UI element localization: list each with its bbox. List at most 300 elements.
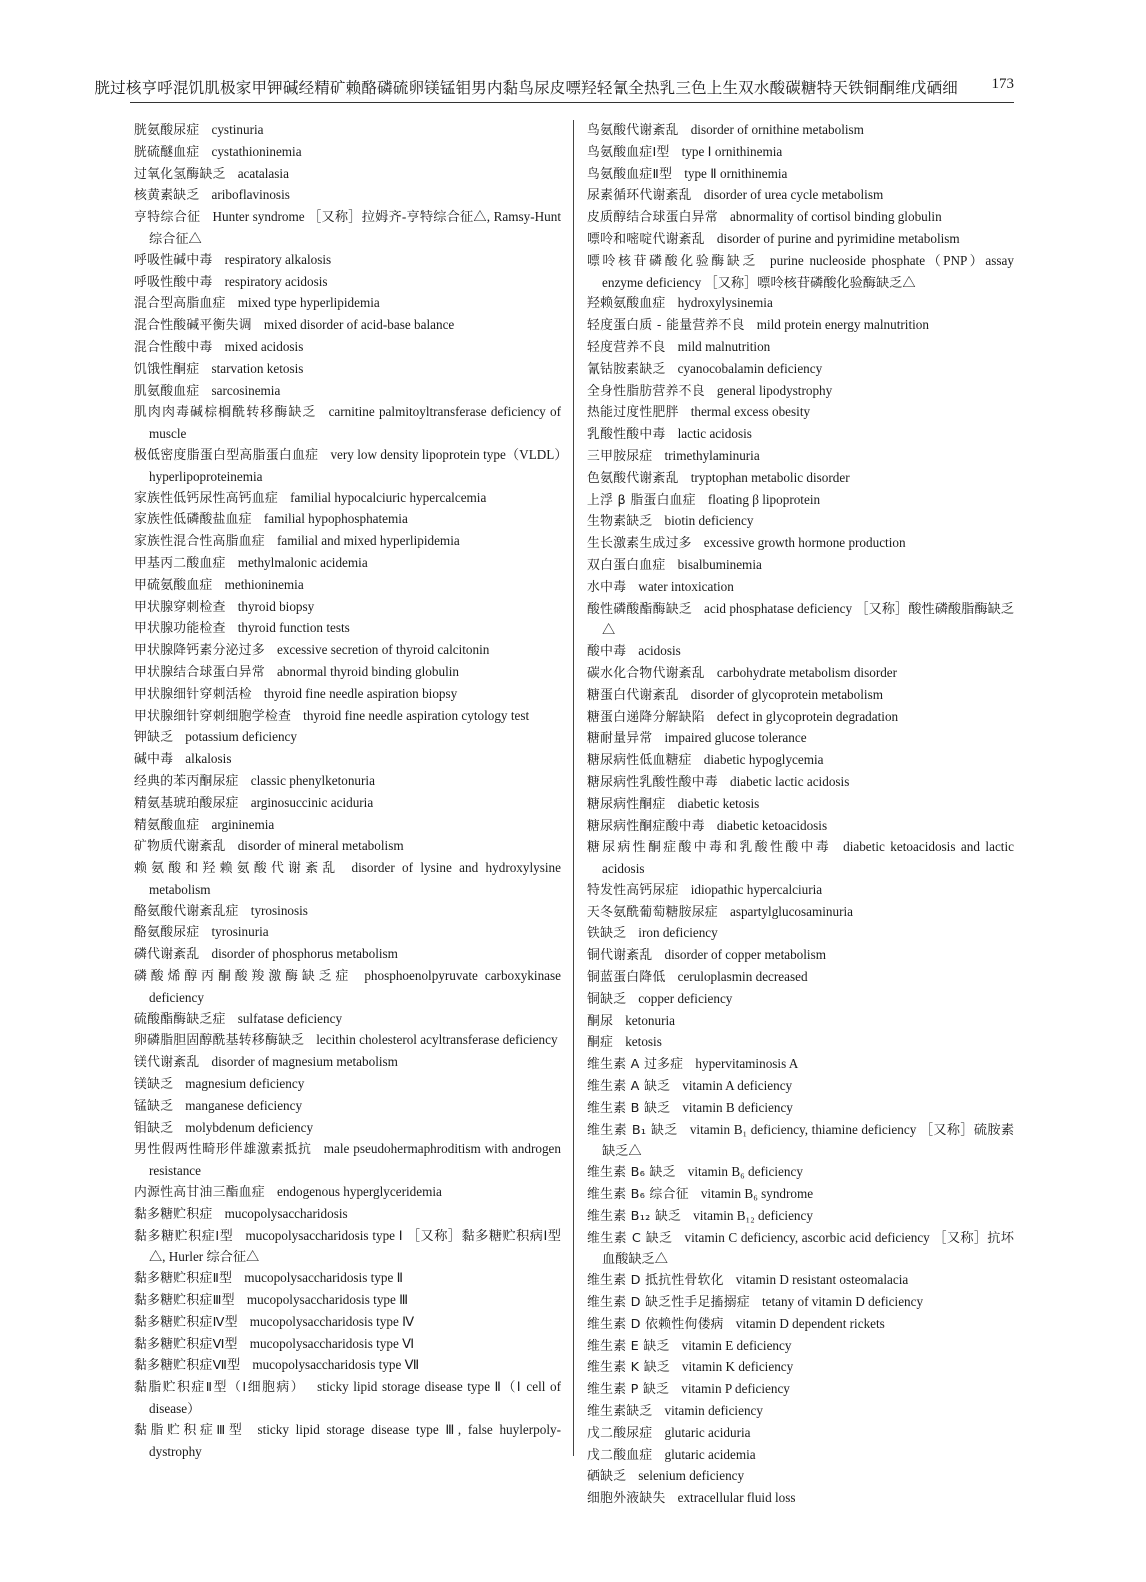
- glossary-entry: [587, 685, 1014, 707]
- term-english: glutaric acidemia: [664, 1446, 756, 1462]
- glossary-entry: [134, 185, 561, 207]
- term-english: mucopolysaccharidosis type Ⅱ: [244, 1270, 404, 1286]
- glossary-entry: [134, 1204, 561, 1226]
- term-english: diabetic hypoglycemia: [703, 752, 824, 768]
- term-chinese: 维生素 B₆ 综合征: [587, 1187, 689, 1203]
- term-chinese: 色氨酸代谢紊乱: [587, 470, 679, 486]
- left-column: [134, 120, 561, 1462]
- term-english: phosphoenolpyruvate carboxykinase deficiency: [149, 968, 562, 1005]
- term-english: endogenous hyperglyceridemia: [276, 1184, 442, 1200]
- term-english: thyroid fine needle aspiration cytology test: [303, 707, 530, 723]
- term-chinese: 细胞外液缺失: [587, 1491, 666, 1507]
- glossary-entry: [134, 1096, 561, 1118]
- term-chinese: 特发性高钙尿症: [587, 882, 679, 898]
- term-english: sticky lipid storage disease type Ⅲ, false huylerpoly-dystrophy: [149, 1421, 561, 1459]
- term-chinese: 全身性脂肪营养不良: [587, 383, 705, 399]
- glossary-entry: [587, 533, 1014, 555]
- term-chinese: 家族性低磷酸盐血症: [134, 512, 252, 528]
- term-english: mucopolysaccharidosis type Ⅳ: [249, 1313, 415, 1329]
- glossary-entry: [134, 793, 561, 815]
- term-chinese: 维生素 A 过多症: [587, 1057, 684, 1073]
- term-english: ketosis: [625, 1034, 662, 1050]
- term-chinese: 氰钴胺素缺乏: [587, 361, 666, 377]
- term-english: molybdenum deficiency: [185, 1119, 314, 1135]
- glossary-entry: [587, 1032, 1014, 1054]
- glossary-entry: [134, 142, 561, 164]
- term-chinese: 铜代谢紊乱: [587, 948, 653, 964]
- term-chinese: 赖氨酸和羟赖氨酸代谢紊乱: [134, 861, 340, 877]
- term-english: arginosuccinic aciduria: [250, 794, 374, 810]
- glossary-entry: [587, 337, 1014, 359]
- term-chinese: 轻度蛋白质 - 能量营养不良: [587, 318, 745, 334]
- term-chinese: 锰缺乏: [134, 1098, 174, 1114]
- term-english: disorder of mineral metabolism: [237, 838, 404, 854]
- term-english: vitamin K deficiency: [681, 1359, 794, 1375]
- term-english: acidosis: [638, 643, 681, 659]
- term-chinese: 糖蛋白递降分解缺陷: [587, 709, 705, 725]
- term-english: familial and mixed hyperlipidemia: [276, 533, 460, 549]
- glossary-entry: [134, 359, 561, 381]
- term-english: type Ⅰ ornithinemia: [681, 143, 783, 159]
- header-title: 胱过核亨呼混饥肌极家甲钾碱经精矿赖酪磷硫卵镁锰钼男内黏鸟尿皮嘌羟轻氰全热乳三色上生双水酸碳糖特天铁铜酮维戊硒细: [94, 79, 958, 97]
- glossary-entry: [587, 1184, 1014, 1206]
- term-english: vitamin B₆ deficiency: [687, 1164, 803, 1180]
- term-english: vitamin C deficiency, ascorbic acid deficiency ［又称］抗坏血酸缺乏△: [602, 1229, 1014, 1267]
- term-english: impaired glucose tolerance: [664, 730, 807, 746]
- glossary-entry: [134, 315, 561, 337]
- term-english: mild protein energy malnutrition: [756, 317, 929, 333]
- term-english: thyroid fine needle aspiration biopsy: [263, 685, 458, 701]
- term-english: thyroid biopsy: [237, 598, 315, 614]
- term-chinese: 核黄素缺乏: [134, 188, 200, 204]
- term-chinese: 钼缺乏: [134, 1120, 174, 1136]
- term-english: sticky lipid storage disease type Ⅱ（Ⅰ cell of disease）: [149, 1379, 561, 1417]
- term-chinese: 亨特综合征: [134, 210, 201, 226]
- term-chinese: 甲基丙二酸血症: [134, 555, 226, 571]
- term-chinese: 胱硫醚血症: [134, 144, 200, 160]
- term-chinese: 肌氨酸血症: [134, 383, 200, 399]
- glossary-entry: [587, 1466, 1014, 1488]
- glossary-entry: [134, 1052, 561, 1074]
- term-chinese: 磷代谢紊乱: [134, 947, 200, 963]
- term-chinese: 呼吸性碱中毒: [134, 252, 213, 268]
- term-chinese: 酸中毒: [587, 644, 627, 660]
- glossary-entry: [134, 337, 561, 359]
- term-english: tetany of vitamin D deficiency: [761, 1294, 924, 1310]
- term-chinese: 精氨酸血症: [134, 817, 200, 833]
- glossary-entry: [587, 1228, 1014, 1271]
- term-chinese: 生物素缺乏: [587, 514, 653, 530]
- term-chinese: 胱氨酸尿症: [134, 123, 200, 138]
- term-chinese: 铜蓝蛋白降低: [587, 970, 666, 986]
- term-chinese: 家族性混合性高脂血症: [134, 534, 265, 550]
- term-english: ariboflavinosis: [211, 187, 290, 203]
- term-english: respiratory alkalosis: [224, 251, 332, 267]
- term-english: selenium deficiency: [638, 1468, 745, 1484]
- term-chinese: 糖尿病性乳酸性酸中毒: [587, 774, 718, 790]
- term-english: male pseudohermaphroditism with androgen resistance: [149, 1141, 561, 1179]
- term-english: excessive growth hormone production: [703, 535, 906, 551]
- glossary-entry: [134, 1420, 561, 1463]
- term-english: acid phosphatase deficiency ［又称］酸性磷酸脂酶缺乏△: [602, 600, 1014, 638]
- term-chinese: 维生素 A 缺乏: [587, 1079, 671, 1095]
- term-english: diabetic ketoacidosis and lactic acidosis: [602, 839, 1014, 877]
- glossary-entry: [134, 597, 561, 619]
- term-chinese: 维生素 B₁₂ 缺乏: [587, 1208, 682, 1224]
- term-chinese: 铜缺乏: [587, 991, 627, 1007]
- glossary-entry: [134, 553, 561, 575]
- glossary-entry: [587, 707, 1014, 729]
- glossary-entry: [587, 1357, 1014, 1379]
- glossary-entry: [587, 902, 1014, 924]
- glossary-entry: [134, 684, 561, 706]
- term-chinese: 嘌呤核苷磷酸化验酶缺乏: [587, 253, 759, 269]
- term-chinese: 甲状腺穿刺检查: [134, 599, 226, 615]
- glossary-entry: [587, 1098, 1014, 1120]
- term-chinese: 卵磷脂胆固醇酰基转移酶缺乏: [134, 1033, 305, 1049]
- term-english: mild malnutrition: [677, 338, 771, 354]
- term-chinese: 维生素 D 抵抗性骨软化: [587, 1273, 724, 1289]
- term-english: lecithin cholesterol acyltransferase deficiency: [316, 1032, 558, 1048]
- right-column: [587, 120, 1014, 1510]
- glossary-entry: [134, 1377, 561, 1420]
- glossary-entry: [587, 293, 1014, 315]
- term-english: mixed disorder of acid-base balance: [263, 317, 455, 333]
- glossary-entry: [587, 945, 1014, 967]
- term-chinese: 硫酸酯酶缺乏症: [134, 1011, 226, 1027]
- term-english: cystinuria: [211, 122, 264, 137]
- term-english: lactic acidosis: [677, 426, 752, 442]
- term-chinese: 甲状腺结合球蛋白异常: [134, 664, 265, 680]
- term-english: mucopolysaccharidosis type Ⅵ: [249, 1335, 415, 1351]
- term-chinese: 磷酸烯醇丙酮酸羧激酶缺乏症: [134, 969, 353, 985]
- term-chinese: 维生素缺乏: [587, 1404, 653, 1420]
- term-english: manganese deficiency: [185, 1097, 303, 1113]
- glossary-entry: [587, 142, 1014, 164]
- glossary-entry: [587, 599, 1014, 642]
- term-english: starvation ketosis: [211, 360, 304, 376]
- term-chinese: 维生素 P 缺乏: [587, 1382, 670, 1398]
- glossary-entry: [587, 923, 1014, 945]
- term-chinese: 甲状腺降钙素分泌过多: [134, 643, 265, 659]
- term-english: vitamin E deficiency: [681, 1337, 792, 1353]
- header-rule: [130, 102, 1014, 103]
- term-chinese: 鸟氨酸血症Ⅰ型: [587, 144, 670, 160]
- glossary-entry: [134, 250, 561, 272]
- term-chinese: 鸟氨酸代谢紊乱: [587, 123, 679, 138]
- term-chinese: 硒缺乏: [587, 1469, 627, 1485]
- glossary-entry: [134, 575, 561, 597]
- term-chinese: 极低密度脂蛋白型高脂蛋白血症: [134, 447, 319, 463]
- glossary-entry: [587, 1162, 1014, 1184]
- term-chinese: 肌肉肉毒碱棕榈酰转移酶缺乏: [134, 405, 317, 421]
- term-chinese: 黏多糖贮积症Ⅶ型: [134, 1358, 241, 1374]
- term-chinese: 镁代谢紊乱: [134, 1055, 200, 1071]
- term-chinese: 酪氨酸尿症: [134, 925, 200, 941]
- term-chinese: 维生素 C 缺乏: [587, 1230, 673, 1246]
- term-chinese: 饥饿性酮症: [134, 361, 200, 377]
- term-english: biotin deficiency: [664, 513, 754, 529]
- term-chinese: 酸性磷酸酯酶缺乏: [587, 601, 693, 617]
- term-chinese: 皮质醇结合球蛋白异常: [587, 210, 718, 226]
- term-english: iron deficiency: [638, 925, 718, 941]
- glossary-entry: [134, 858, 561, 901]
- glossary-entry: [134, 488, 561, 510]
- glossary-entry: [134, 381, 561, 403]
- glossary-entry: [134, 1355, 561, 1377]
- term-chinese: 黏多糖贮积症Ⅵ型: [134, 1336, 238, 1352]
- term-english: vitamin D resistant osteomalacia: [735, 1272, 909, 1288]
- term-chinese: 甲状腺功能检查: [134, 621, 226, 637]
- term-chinese: 鸟氨酸血症Ⅱ型: [587, 166, 673, 182]
- glossary-entry: [587, 402, 1014, 424]
- glossary-entry: [587, 1206, 1014, 1228]
- term-chinese: 酮尿: [587, 1013, 614, 1029]
- term-chinese: 维生素 B 缺乏: [587, 1100, 671, 1116]
- term-english: copper deficiency: [638, 990, 733, 1006]
- glossary-entry: [134, 706, 561, 728]
- term-english: diabetic ketosis: [677, 795, 760, 811]
- term-english: mixed acidosis: [224, 338, 304, 354]
- glossary-entry: [587, 490, 1014, 512]
- glossary-entry: [587, 1011, 1014, 1033]
- glossary-entry: [587, 989, 1014, 1011]
- glossary-entry: [587, 577, 1014, 599]
- term-english: floating β lipoprotein: [707, 491, 821, 507]
- term-english: glutaric aciduria: [664, 1424, 751, 1440]
- term-chinese: 维生素 D 依赖性佝偻病: [587, 1316, 724, 1332]
- term-chinese: 维生素 K 缺乏: [587, 1360, 670, 1376]
- term-english: carbohydrate metabolism disorder: [716, 664, 898, 680]
- glossary-entry: [587, 1054, 1014, 1076]
- term-english: cyanocobalamin deficiency: [677, 360, 823, 376]
- running-header: [94, 72, 1014, 104]
- term-chinese: 碱中毒: [134, 752, 174, 768]
- glossary-entry: [587, 185, 1014, 207]
- glossary-entry: [587, 1292, 1014, 1314]
- glossary-entry: [134, 509, 561, 531]
- term-english: diabetic ketoacidosis: [716, 817, 828, 833]
- glossary-entry: [134, 164, 561, 186]
- term-english: acatalasia: [237, 165, 289, 181]
- glossary-entry: [134, 1118, 561, 1140]
- term-english: respiratory acidosis: [224, 273, 328, 289]
- glossary-entry: [587, 837, 1014, 880]
- glossary-entry: [134, 1290, 561, 1312]
- term-english: vitamin deficiency: [664, 1403, 763, 1419]
- term-english: tyrosinosis: [250, 902, 308, 918]
- term-english: sulfatase deficiency: [237, 1010, 343, 1026]
- term-chinese: 生长激素生成过多: [587, 536, 692, 552]
- term-english: argininemia: [211, 816, 275, 832]
- term-english: familial hypocalciuric hypercalcemia: [290, 489, 487, 505]
- glossary-entry: [587, 1423, 1014, 1445]
- term-chinese: 戊二酸尿症: [587, 1425, 653, 1441]
- term-english: water intoxication: [638, 578, 734, 594]
- glossary-entry: [134, 1312, 561, 1334]
- term-english: mucopolysaccharidosis type Ⅰ ［又称］黏多糖贮积病Ⅰ型△, Hurler 综合征△: [149, 1227, 561, 1265]
- term-english: thyroid function tests: [237, 620, 350, 636]
- glossary-entry: [134, 771, 561, 793]
- glossary-entry: [134, 1030, 561, 1052]
- glossary-entry: [134, 640, 561, 662]
- term-chinese: 维生素 B₁ 缺乏: [587, 1122, 678, 1138]
- glossary-entry: [134, 944, 561, 966]
- term-chinese: 乳酸性酸中毒: [587, 427, 666, 443]
- glossary-entry: [587, 446, 1014, 468]
- term-english: extracellular fluid loss: [677, 1490, 796, 1506]
- term-english: trimethylaminuria: [664, 447, 760, 463]
- term-english: ceruloplasmin decreased: [677, 969, 808, 985]
- glossary-entry: [587, 315, 1014, 337]
- term-chinese: 镁缺乏: [134, 1077, 174, 1093]
- glossary-entry: [587, 207, 1014, 229]
- glossary-entry: [134, 815, 561, 837]
- glossary-entry: [587, 164, 1014, 186]
- term-chinese: 黏脂贮积症Ⅲ型: [134, 1422, 246, 1438]
- glossary-entry: [587, 1445, 1014, 1467]
- term-english: tyrosinuria: [211, 924, 269, 940]
- term-english: mucopolysaccharidosis: [224, 1205, 348, 1221]
- glossary-entry: [134, 966, 561, 1009]
- term-english: familial hypophosphatemia: [263, 511, 408, 527]
- glossary-entry: [134, 272, 561, 294]
- glossary-entry: [587, 967, 1014, 989]
- glossary-entry: [134, 1139, 561, 1182]
- term-english: idiopathic hypercalciuria: [690, 881, 823, 897]
- term-english: methylmalonic acidemia: [237, 554, 368, 570]
- glossary-entry: [134, 1334, 561, 1356]
- term-chinese: 黏多糖贮积症: [134, 1206, 213, 1222]
- term-english: vitamin B₆ syndrome: [700, 1186, 814, 1202]
- term-chinese: 糖尿病性酮症: [587, 796, 666, 812]
- term-chinese: 内源性高甘油三酯血症: [134, 1185, 265, 1201]
- term-chinese: 糖尿病性酮症酸中毒: [587, 818, 705, 834]
- term-english: Hunter syndrome ［又称］拉姆齐-亨特综合征△, Ramsy-Hunt 综合征△: [149, 209, 561, 246]
- term-english: hypervitaminosis A: [695, 1056, 799, 1072]
- glossary-entry: [134, 727, 561, 749]
- term-chinese: 水中毒: [587, 579, 627, 595]
- term-english: bisalbuminemia: [677, 556, 762, 572]
- term-chinese: 嘌呤和嘧啶代谢紊乱: [587, 231, 705, 247]
- term-chinese: 混合性酸中毒: [134, 339, 213, 355]
- glossary-entry: [587, 772, 1014, 794]
- glossary-entry: [587, 1488, 1014, 1510]
- glossary-entry: [587, 1336, 1014, 1358]
- term-english: alkalosis: [185, 751, 232, 767]
- glossary-entry: [587, 816, 1014, 838]
- glossary-entry: [587, 1314, 1014, 1336]
- term-chinese: 呼吸性酸中毒: [134, 274, 213, 290]
- glossary-entry: [134, 402, 561, 445]
- term-chinese: 热能过度性肥胖: [587, 405, 679, 421]
- term-chinese: 黏脂贮积症Ⅱ型（Ⅰ细胞病）: [134, 1380, 306, 1396]
- glossary-entry: [587, 1120, 1014, 1163]
- term-chinese: 铁缺乏: [587, 926, 627, 942]
- term-english: disorder of copper metabolism: [664, 947, 826, 963]
- glossary-entry: [587, 728, 1014, 750]
- term-english: disorder of magnesium metabolism: [211, 1054, 398, 1070]
- term-english: general lipodystrophy: [716, 382, 833, 398]
- term-chinese: 经典的苯丙酮尿症: [134, 773, 239, 789]
- term-chinese: 酪氨酸代谢紊乱症: [134, 903, 239, 919]
- glossary-entry: [134, 1009, 561, 1031]
- glossary-entry: [134, 1182, 561, 1204]
- glossary-entry: [587, 381, 1014, 403]
- glossary-entry: [134, 293, 561, 315]
- glossary-entry: [134, 749, 561, 771]
- term-chinese: 矿物质代谢紊乱: [134, 839, 226, 855]
- glossary-entry: [587, 468, 1014, 490]
- term-chinese: 糖尿病性低血糖症: [587, 753, 692, 769]
- term-english: disorder of ornithine metabolism: [690, 122, 864, 137]
- glossary-entry: [134, 922, 561, 944]
- term-english: vitamin P deficiency: [681, 1381, 790, 1397]
- term-chinese: 黏多糖贮积症Ⅱ型: [134, 1271, 233, 1287]
- term-english: magnesium deficiency: [185, 1076, 305, 1092]
- term-chinese: 维生素 D 缺乏性手足搐搦症: [587, 1295, 750, 1311]
- glossary-entry: [587, 1076, 1014, 1098]
- glossary-entry: [134, 207, 561, 250]
- term-chinese: 维生素 B₆ 缺乏: [587, 1165, 676, 1181]
- glossary-entry: [587, 359, 1014, 381]
- term-english: sarcosinemia: [211, 382, 281, 398]
- term-chinese: 家族性低钙尿性高钙血症: [134, 490, 279, 506]
- term-english: mucopolysaccharidosis type Ⅲ: [246, 1292, 409, 1308]
- term-english: disorder of glycoprotein metabolism: [690, 686, 883, 702]
- term-chinese: 糖蛋白代谢紊乱: [587, 687, 679, 703]
- term-english: thermal excess obesity: [690, 404, 811, 420]
- term-chinese: 甲状腺细针穿刺细胞学检查: [134, 708, 292, 724]
- glossary-entry: [587, 880, 1014, 902]
- term-chinese: 尿素循环代谢紊乱: [587, 188, 692, 204]
- glossary-entry: [134, 1074, 561, 1096]
- term-english: methioninemia: [224, 576, 304, 592]
- term-english: disorder of phosphorus metabolism: [211, 946, 398, 962]
- glossary-entry: [587, 1270, 1014, 1292]
- glossary-entry: [587, 1379, 1014, 1401]
- term-english: carnitine palmitoyltransferase deficiency of muscle: [149, 404, 561, 442]
- page-number: 173: [991, 76, 1014, 92]
- term-english: vitamin D dependent rickets: [735, 1315, 885, 1331]
- term-chinese: 精氨基琥珀酸尿症: [134, 795, 239, 811]
- glossary-entry: [134, 445, 561, 488]
- term-english: diabetic lactic acidosis: [729, 773, 850, 789]
- glossary-entry: [134, 531, 561, 553]
- term-chinese: 钾缺乏: [134, 730, 174, 746]
- term-english: defect in glycoprotein degradation: [716, 708, 899, 724]
- term-english: hydroxylysinemia: [677, 295, 773, 311]
- term-english: excessive secretion of thyroid calcitonin: [276, 642, 490, 658]
- term-chinese: 维生素 E 缺乏: [587, 1338, 670, 1354]
- term-english: abnormal thyroid binding globulin: [276, 663, 460, 679]
- column-divider: [573, 120, 574, 1456]
- term-english: vitamin B₁ deficiency, thiamine deficiency ［又称］硫胺素缺乏△: [602, 1121, 1015, 1159]
- term-chinese: 糖耐量异常: [587, 731, 653, 747]
- term-chinese: 戊二酸血症: [587, 1447, 653, 1463]
- glossary-entry: [587, 750, 1014, 772]
- glossary-entry: [587, 555, 1014, 577]
- term-english: classic phenylketonuria: [250, 772, 375, 788]
- term-english: cystathioninemia: [211, 143, 302, 159]
- term-english: ketonuria: [625, 1012, 676, 1028]
- glossary-entry: [587, 641, 1014, 663]
- term-chinese: 碳水化合物代谢紊乱: [587, 665, 705, 681]
- term-chinese: 男性假两性畸形伴雄激素抵抗: [134, 1142, 312, 1158]
- term-english: type Ⅱ ornithinemia: [684, 165, 788, 181]
- term-chinese: 三甲胺尿症: [587, 448, 653, 464]
- glossary-entry: [587, 229, 1014, 251]
